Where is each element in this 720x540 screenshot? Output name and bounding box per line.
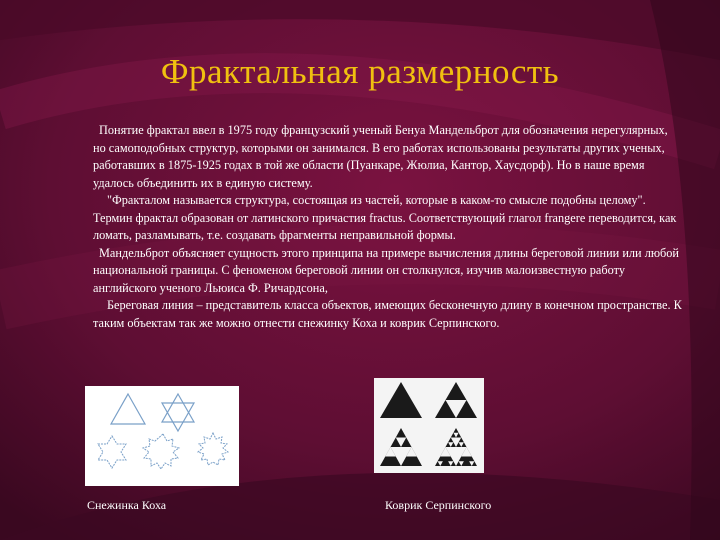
paragraph-2: "Фракталом называется структура, состоящая из частей, которые в каком-то смысле подобны целому". Термин фрактал образован от латинского причастия fractus. Соответствующий глагол frangere переводится, как ломать, разламывать, т.е. создавать фрагменты неправильной формы.	[93, 193, 677, 242]
slide-body-text	[93, 122, 683, 332]
slide-title: Фрактальная размерность	[160, 52, 560, 91]
paragraph-4: Береговая линия – представитель класса объектов, имеющих бесконечную длину в конечном пространстве. К таким объектам так же можно отнести снежинку Коха и коврик Серпинского.	[93, 298, 682, 330]
paragraph-1: Понятие фрактал ввел в 1975 году французский ученый Бенуа Мандельброт для обозначения нерегулярных, но самоподобных структур, которыми он занимался. В его работах использованы результаты других ученых, работавших в 1875-1925 годах в той же области (Пуанкаре, Жюлиа, Кантор, Хаусдорф). Но в наше время удалось объединить их в единую систему.	[93, 123, 668, 190]
paragraph-3: Мандельброт объясняет сущность этого принципа на примере вычисления длины береговой линии или любой национальной границы. С феноменом береговой линии он столкнулся, изучив малоизвестную работу английского ученого Льюиса Ф. Ричардсона,	[93, 245, 680, 295]
sierpinski-caption: Коврик Серпинского	[385, 498, 492, 512]
koch-caption: Снежинка Коха	[87, 498, 167, 512]
sierpinski-carpet-image	[374, 378, 484, 473]
koch-snowflake-image	[85, 386, 239, 486]
